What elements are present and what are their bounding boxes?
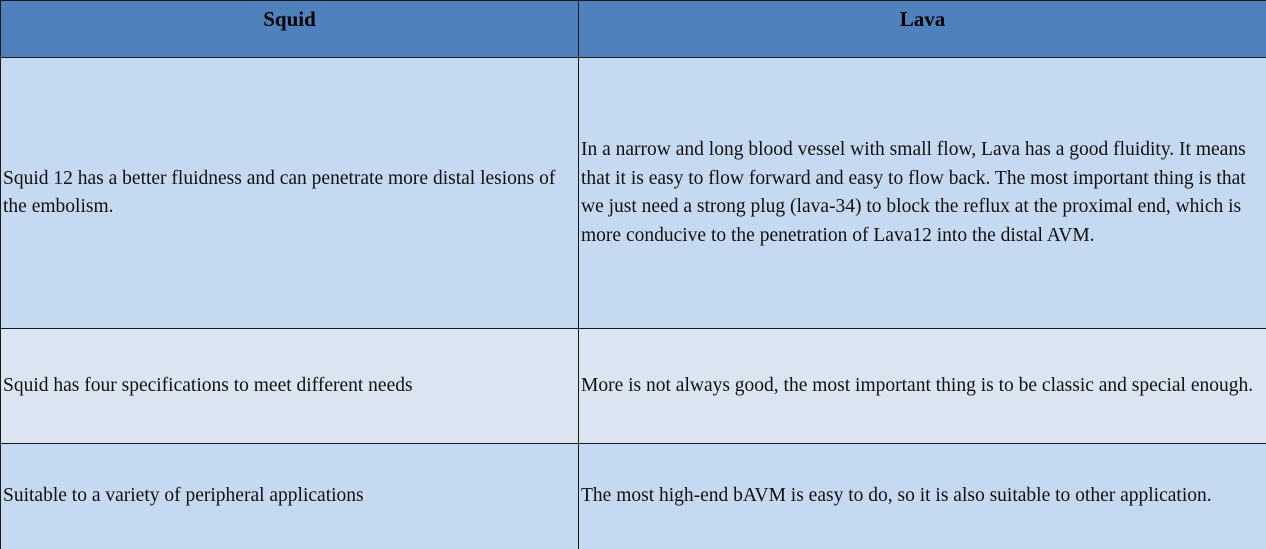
table-row <box>1 444 1266 549</box>
cell-lava: The most high-end bAVM is easy to do, so it is also suitable to other application. <box>579 444 1266 549</box>
cell-squid: Squid 12 has a better fluidness and can penetrate more distal lesions of the embolism. <box>1 58 579 329</box>
cell-squid: Squid has four specifications to meet different needs <box>1 329 579 444</box>
header-lava: Lava <box>579 1 1266 58</box>
table-row <box>1 329 1266 444</box>
cell-lava: In a narrow and long blood vessel with small flow, Lava has a good fluidity. It means that it is easy to flow forward and easy to flow back. The most important thing is that we just need a strong plug (lava-34) to block the reflux at the proximal end, which is more conducive to the penetration of Lava12 into the distal AVM. <box>579 58 1266 329</box>
table-row <box>1 58 1266 329</box>
header-row <box>1 1 1266 58</box>
header-squid: Squid <box>1 1 579 58</box>
cell-lava: More is not always good, the most important thing is to be classic and special enough. <box>579 329 1266 444</box>
cell-squid: Suitable to a variety of peripheral applications <box>1 444 579 549</box>
